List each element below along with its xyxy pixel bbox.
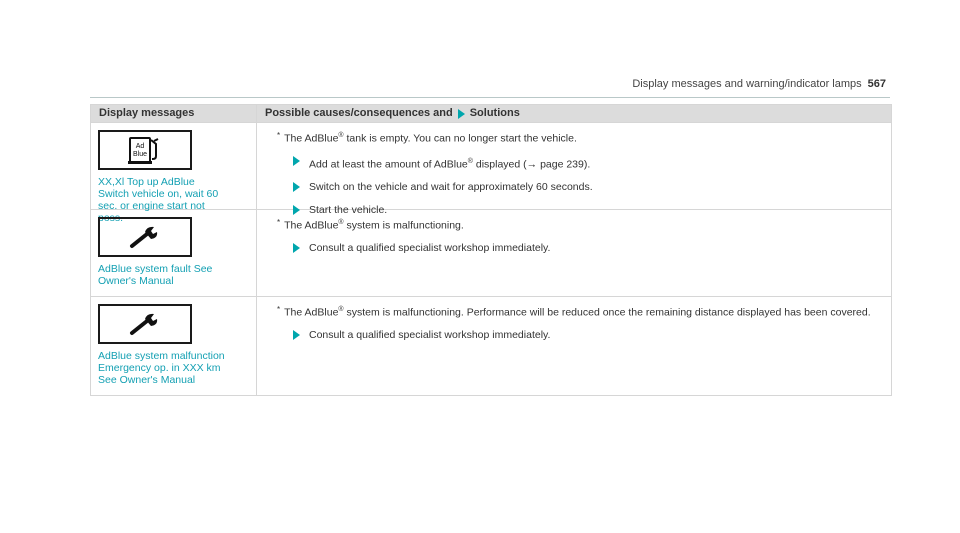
col-header-causes-label: Possible causes/consequences and [265, 107, 453, 119]
play-arrow-icon [293, 156, 300, 166]
display-message-text: XX,Xl Top up AdBlue Switch vehicle on, wait 60 sec. or engine start not poss. [98, 176, 219, 224]
table-header [91, 105, 891, 122]
svg-text:Ad: Ad [135, 143, 145, 150]
play-arrow-icon [293, 330, 300, 340]
play-arrow-icon [293, 182, 300, 192]
wrench-icon [98, 304, 192, 344]
causes-solutions-cell [257, 297, 891, 395]
causes-solutions-cell [257, 210, 891, 296]
table-row [91, 209, 891, 296]
svg-text:Blue: Blue [132, 151, 148, 158]
cause-text: * The AdBlue® system is malfunctioning. Performance will be reduced once the remaining distance displayed has been covered. [277, 305, 871, 319]
col-header-display-messages: Display messages [91, 105, 257, 122]
cause-text: * The AdBlue® tank is empty. You can no longer start the vehicle. [277, 131, 577, 145]
display-message-text: AdBlue system fault See Owner's Manual [98, 263, 213, 287]
solution-step: Switch on the vehicle and wait for approximately 60 seconds. [293, 181, 891, 194]
solution-step: Consult a qualified specialist workshop immediately. [293, 242, 891, 255]
solution-step: Start the vehicle. [293, 204, 891, 217]
table-row [91, 122, 891, 224]
wrench-icon [98, 217, 192, 257]
page-header-title: Display messages and warning/indicator lamps [632, 78, 862, 90]
display-message-text: AdBlue system malfunction Emergency op. in XXX km See Owner's Manual [98, 350, 225, 386]
col-header-solutions-label: Solutions [469, 107, 520, 119]
col-header-causes [257, 105, 891, 122]
display-message-cell [91, 297, 257, 395]
page-number: 567 [867, 78, 886, 90]
solution-step: Add at least the amount of AdBlue® displayed (→ page 239). [293, 155, 891, 172]
play-arrow-icon [458, 109, 465, 119]
table-row [91, 296, 891, 395]
display-message-cell [91, 210, 257, 296]
display-messages-table [90, 104, 892, 396]
adblue-tank-icon [98, 130, 192, 170]
play-arrow-icon [293, 243, 300, 253]
cause-text: * The AdBlue® system is malfunctioning. [277, 218, 464, 232]
causes-solutions-cell [257, 123, 891, 216]
page-header [632, 78, 886, 90]
header-rule [90, 97, 890, 98]
solution-step: Consult a qualified specialist workshop immediately. [293, 329, 891, 342]
display-message-cell [91, 123, 257, 224]
